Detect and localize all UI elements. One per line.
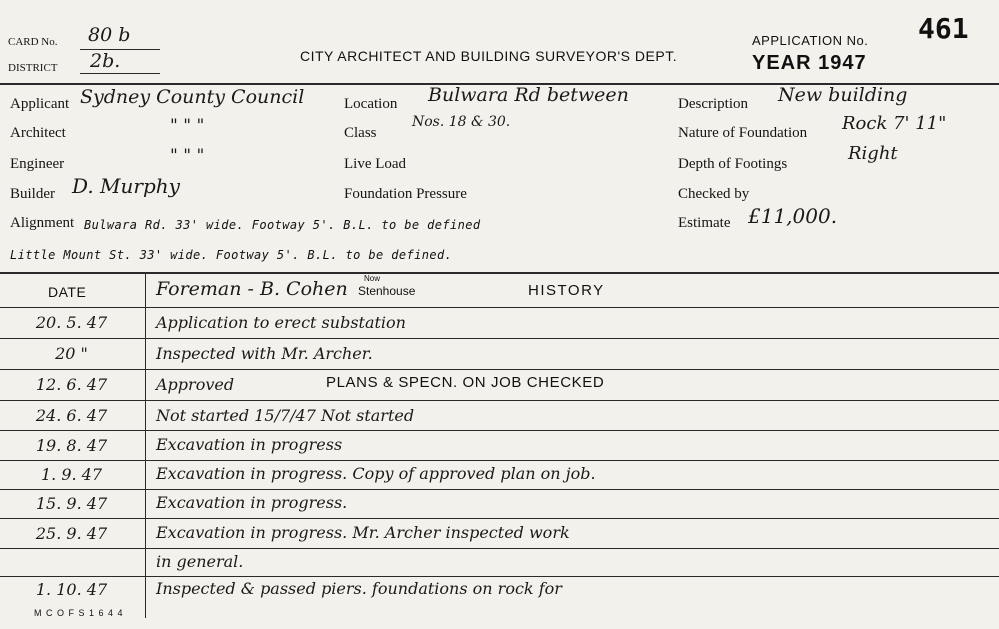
history-entry: Approved: [156, 375, 235, 394]
depth-of-footings-label: Depth of Footings: [678, 156, 788, 172]
checked-by-label: Checked by: [678, 186, 750, 202]
nature-of-foundation-label: Nature of Foundation: [678, 125, 808, 141]
history-date: 19. 8. 47: [35, 436, 108, 455]
estimate-value: £11,000.: [748, 204, 838, 228]
plans-checked-stamp: PLANS & SPECN. ON JOB CHECKED: [326, 374, 605, 391]
date-column-header: DATE: [48, 284, 87, 300]
description-label: Description: [678, 96, 748, 112]
live-load-label: Live Load: [344, 156, 407, 172]
history-date: 20 ": [55, 344, 88, 363]
foreman-text: Foreman - B. Cohen: [156, 278, 348, 300]
application-label: APPLICATION No.: [752, 33, 869, 48]
description-value: New building: [778, 84, 908, 106]
history-date: 24. 6. 47: [35, 406, 108, 425]
district-label: DISTRICT: [8, 62, 58, 74]
district-value: 2b.: [90, 50, 121, 72]
history-entry: Excavation in progress.: [156, 493, 348, 512]
applicant-value: Sydney County Council: [80, 86, 305, 108]
class-label: Class: [344, 125, 377, 141]
history-date: 25. 9. 47: [35, 524, 108, 543]
year-label: YEAR 1947: [752, 52, 867, 74]
builder-value: D. Murphy: [72, 174, 180, 198]
alignment-value: Bulwara Rd. 33' wide. Footway 5'. B.L. to be defined: [84, 218, 481, 232]
depth-of-footings-value: Right: [848, 143, 898, 164]
location-label: Location: [344, 96, 398, 112]
alignment-label: Alignment: [10, 215, 75, 231]
history-entry: Inspected with Mr. Archer.: [156, 344, 373, 363]
applicant-label: Applicant: [10, 96, 70, 112]
alignment-value-2: Little Mount St. 33' wide. Footway 5'. B.L. to be defined.: [10, 248, 453, 262]
builder-label: Builder: [10, 186, 55, 202]
location-value: Bulwara Rd between: [428, 84, 629, 106]
architect-label: Architect: [10, 125, 66, 141]
history-date: 1. 9. 47: [40, 465, 103, 484]
form-code: M C O F S 1 6 4 4: [34, 608, 124, 618]
nature-of-foundation-value: Rock 7' 11": [842, 113, 947, 134]
architect-value: " " ": [170, 116, 205, 136]
history-date: 20. 5. 47: [35, 313, 108, 332]
card-no-value: 80 b: [88, 24, 131, 46]
location-value-2: Nos. 18 & 30.: [412, 114, 511, 130]
estimate-label: Estimate: [678, 215, 731, 231]
history-entry: Not started 15/7/47 Not started: [156, 406, 415, 425]
department-title: CITY ARCHITECT AND BUILDING SURVEYOR'S DEPT.: [300, 48, 678, 64]
application-number: 461: [918, 12, 969, 45]
history-entry: Excavation in progress. Mr. Archer inspected work: [156, 523, 570, 542]
history-entry: Excavation in progress: [156, 435, 343, 454]
history-entry: in general.: [156, 552, 244, 571]
engineer-label: Engineer: [10, 156, 65, 172]
history-entry: Excavation in progress. Copy of approved plan on job.: [156, 464, 596, 483]
history-entry: Application to erect substation: [156, 313, 406, 332]
now-label: Now: [364, 274, 381, 283]
history-date: 12. 6. 47: [35, 375, 108, 394]
foundation-pressure-label: Foundation Pressure: [344, 186, 467, 202]
card-no-label: CARD No.: [8, 36, 58, 48]
history-date: 15. 9. 47: [35, 494, 108, 513]
history-entry: Inspected & passed piers. foundations on rock for: [156, 579, 562, 598]
engineer-value: " " ": [170, 146, 205, 166]
history-date: 1. 10. 47: [35, 580, 108, 599]
history-column-header: HISTORY: [528, 282, 605, 299]
now-value: Stenhouse: [358, 284, 416, 298]
